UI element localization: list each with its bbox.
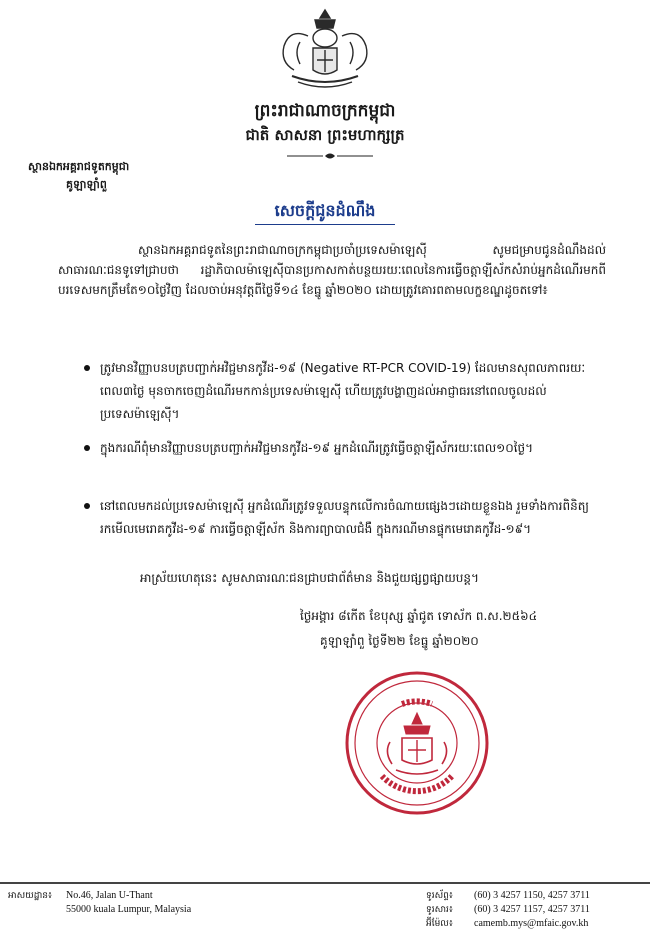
ornamental-divider-icon	[285, 151, 375, 161]
phone-label: ទូរស័ព្ទ៖	[426, 891, 453, 901]
embassy-city: គូឡាឡាំពួ	[66, 178, 107, 191]
royal-coat-of-arms-icon	[270, 6, 380, 92]
bullet-item-2: ក្នុងករណីពុំមានវិញ្ញាបនបត្របញ្ជាក់អវិជ្ជមានកូវីដ-១៩ អ្នកដំណើរត្រូវធ្វើចត្តាឡីស័ករយៈពេល១០ថ្ងៃ។	[100, 441, 534, 455]
bullet-dot	[84, 445, 90, 451]
bullet-dot	[84, 365, 90, 371]
lunar-date: ថ្ងៃអង្គារ ៨កើត ខែបុស្ស ឆ្នាំជូត ទោស័ក ព.ស.២៥៦៤	[300, 609, 538, 623]
solar-date: គូឡាឡាំពួ ថ្ងៃទី២២ ខែធ្នូ ឆ្នាំ២០២០	[320, 634, 479, 648]
address-label: អាសយដ្ឋាន៖	[8, 891, 52, 901]
closing-statement: អាស្រ័យហេតុនេះ សូមសាធារណៈជនជ្រាបជាព័ត៌មាន និងជួយផ្សព្វផ្សាយបន្ត។	[140, 571, 479, 585]
phone-number: (60) 3 4257 1150, 4257 3711	[474, 890, 590, 901]
title-underline	[255, 224, 395, 225]
address-line-1: No.46, Jalan U-Thant	[66, 890, 153, 901]
address-line-2: 55000 kuala Lumpur, Malaysia	[66, 904, 192, 915]
email-label: អ៊ីម៉ែល៖	[426, 919, 453, 929]
fax-label: ទូរសារ៖	[426, 905, 453, 915]
page-title: សេចក្តីជូនដំណឹង	[274, 201, 376, 220]
embassy-name: ស្ថានឯកអគ្គរាជទូតកម្ពុជា	[28, 160, 130, 173]
kingdom-line-1: ព្រះរាជាណាចក្រកម្ពុជា	[254, 101, 396, 121]
intro-paragraph: ស្ថានឯកអគ្គរាជទូតនៃព្រះរាជាណាចក្រកម្ពុជាប្រចាំប្រទេសម៉ាឡេស៊ី សូមជម្រាបជូនដំណឹងដល់សាធារណៈជនទូទៅជ្រាបថា រដ្ឋាភិបាលម៉ាឡេស៊ីបានប្រកាសកាត់បន្ថយរយៈពេលនៃការធ្វើចត្តាឡីស័កសំរាប់អ្នកដំណើរមកពីបរទេសមកត្រឹមតែ១០ថ្ងៃវិញ ដែលចាប់អនុវត្តពីថ្ងៃទី១៤ ខែធ្នូ ឆ្នាំ២០២០ ដោយត្រូវគោរពតាមលក្ខខណ្ឌដូចតទៅ៖	[58, 243, 606, 297]
email-address[interactable]: camemb.mys@mfaic.gov.kh	[474, 918, 589, 929]
fax-number: (60) 3 4257 1157, 4257 3711	[474, 904, 590, 915]
footer-contacts	[426, 889, 648, 931]
footer-divider	[0, 882, 650, 884]
footer-address	[8, 889, 268, 916]
kingdom-line-2: ជាតិ សាសនា ព្រះមហាក្សត្រ	[245, 126, 405, 144]
bullet-item-3: នៅពេលមកដល់ប្រទេសម៉ាឡេស៊ី អ្នកដំណើរត្រូវទទួលបន្ទុកលើការចំណាយផ្សេងៗដោយខ្លួនឯង រួមទាំងការពិនិត្យរកមើលមេរោគកូវីដ-១៩ ការធ្វើចត្តាឡីស័ក និងការព្យាបាលជំងឺ ក្នុងករណីមានផ្ទុកមេរោគកូវីដ-១៩។	[100, 499, 589, 536]
bullet-dot	[84, 503, 90, 509]
bullet-item-1: ត្រូវមានវិញ្ញាបនបត្របញ្ជាក់អវិជ្ជមានកូវីដ-១៩ (Negative RT-PCR COVID-19) ដែលមានសុពលភាពរយៈពេល៣ថ្ងៃ មុនចាកចេញដំណើរមកកាន់ប្រទេសម៉ាឡេស៊ី ហើយត្រូវបង្ហាញដល់អាជ្ញាធរនៅពេលចូលដល់ប្រទេសម៉ាឡេស៊ី។	[100, 361, 586, 421]
embassy-official-seal-icon	[342, 668, 492, 818]
